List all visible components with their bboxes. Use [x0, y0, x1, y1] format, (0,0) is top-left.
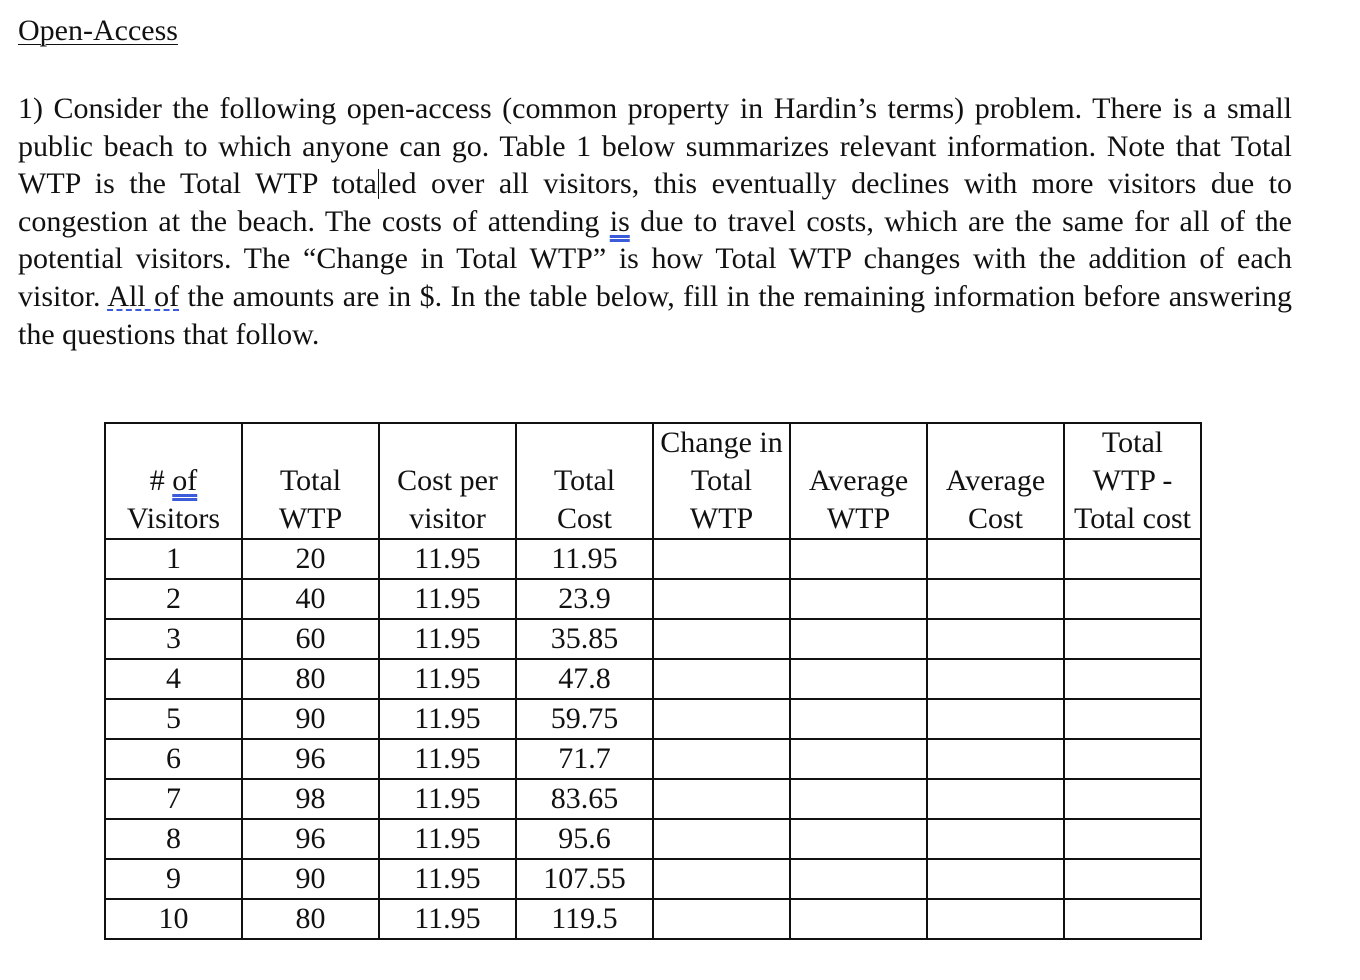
cell-visitors[interactable]: 4	[105, 659, 242, 699]
cell-average-cost[interactable]	[927, 579, 1064, 619]
header-cost-per-visitor[interactable]	[379, 423, 516, 539]
header-average-cost[interactable]	[927, 423, 1064, 539]
cell-change-in-total-wtp[interactable]	[653, 619, 790, 659]
cell-average-wtp[interactable]	[790, 779, 927, 819]
paragraph-text-4: the amounts are in $. In the table below, fill in the remaining information before answering the questions that follow.	[18, 279, 1292, 351]
paragraph-text-2: led over all visitors, this eventually declines with more visitors due to congestion at the beach. The costs of attending	[18, 167, 1292, 238]
cell-wtp-minus-cost[interactable]	[1064, 539, 1201, 579]
cell-wtp-minus-cost[interactable]	[1064, 579, 1201, 619]
table-row	[105, 859, 1201, 899]
cell-average-cost[interactable]	[927, 739, 1064, 779]
cell-average-cost[interactable]	[927, 539, 1064, 579]
cell-total-wtp[interactable]: 90	[242, 699, 379, 739]
cell-change-in-total-wtp[interactable]	[653, 659, 790, 699]
grammar-flag-is[interactable]: is	[609, 204, 630, 238]
cell-cost-per-visitor[interactable]: 11.95	[379, 539, 516, 579]
header-average-wtp[interactable]	[790, 423, 927, 539]
header-change-line1: Change in	[660, 426, 783, 459]
header-total-cost-line2: Cost	[556, 502, 613, 535]
cell-cost-per-visitor[interactable]: 11.95	[379, 619, 516, 659]
cell-average-wtp[interactable]	[790, 859, 927, 899]
cell-wtp-minus-cost[interactable]	[1064, 819, 1201, 859]
cell-cost-per-visitor[interactable]: 11.95	[379, 899, 516, 939]
cell-visitors[interactable]: 5	[105, 699, 242, 739]
cell-average-wtp[interactable]	[790, 659, 927, 699]
header-total-wtp-line1: Total	[279, 464, 342, 497]
cell-average-wtp[interactable]	[790, 819, 927, 859]
cell-average-wtp[interactable]	[790, 619, 927, 659]
cell-visitors[interactable]: 2	[105, 579, 242, 619]
header-cost-per-line1: Cost per	[397, 464, 498, 497]
cell-wtp-minus-cost[interactable]	[1064, 899, 1201, 939]
cell-average-cost[interactable]	[927, 659, 1064, 699]
table-row	[105, 819, 1201, 859]
cell-total-wtp[interactable]: 96	[242, 739, 379, 779]
header-visitors[interactable]	[105, 423, 242, 539]
question-paragraph[interactable]	[18, 90, 1292, 353]
cell-visitors[interactable]: 7	[105, 779, 242, 819]
grammar-flag-of[interactable]: of	[172, 464, 198, 497]
cell-total-wtp[interactable]: 96	[242, 819, 379, 859]
header-visitors-hash: #	[149, 464, 173, 497]
grammar-flag-all-of[interactable]: All of	[107, 279, 180, 313]
table-row	[105, 699, 1201, 739]
cell-total-cost[interactable]: 95.6	[516, 819, 653, 859]
cell-average-wtp[interactable]	[790, 899, 927, 939]
cell-average-cost[interactable]	[927, 619, 1064, 659]
cell-average-cost[interactable]	[927, 899, 1064, 939]
cell-cost-per-visitor[interactable]: 11.95	[379, 819, 516, 859]
cell-total-cost[interactable]: 71.7	[516, 739, 653, 779]
header-avg-wtp-line1: Average	[808, 464, 909, 497]
cell-wtp-minus-cost[interactable]	[1064, 739, 1201, 779]
cell-wtp-minus-cost[interactable]	[1064, 779, 1201, 819]
cell-change-in-total-wtp[interactable]	[653, 899, 790, 939]
cell-visitors[interactable]: 9	[105, 859, 242, 899]
cell-total-cost[interactable]: 23.9	[516, 579, 653, 619]
cell-visitors[interactable]: 1	[105, 539, 242, 579]
header-net-line2: WTP -	[1092, 464, 1173, 497]
cell-cost-per-visitor[interactable]: 11.95	[379, 739, 516, 779]
cell-total-cost[interactable]: 47.8	[516, 659, 653, 699]
header-net-line3: Total cost	[1073, 502, 1192, 535]
cell-average-cost[interactable]	[927, 779, 1064, 819]
header-cost-per-line2: visitor	[409, 502, 486, 535]
cell-wtp-minus-cost[interactable]	[1064, 699, 1201, 739]
cell-average-wtp[interactable]	[790, 579, 927, 619]
header-total-wtp-line2: WTP	[278, 502, 343, 535]
cell-cost-per-visitor[interactable]: 11.95	[379, 579, 516, 619]
cell-total-cost[interactable]: 59.75	[516, 699, 653, 739]
cell-average-cost[interactable]	[927, 859, 1064, 899]
table-row	[105, 899, 1201, 939]
table-body	[105, 539, 1201, 939]
cell-total-wtp[interactable]: 98	[242, 779, 379, 819]
cell-total-cost[interactable]: 11.95	[516, 539, 653, 579]
header-visitors-line2: Visitors	[126, 502, 221, 535]
header-net-line1: Total	[1101, 426, 1164, 459]
table-row	[105, 779, 1201, 819]
cell-change-in-total-wtp[interactable]	[653, 699, 790, 739]
cell-total-wtp[interactable]: 40	[242, 579, 379, 619]
table-row	[105, 739, 1201, 779]
cell-change-in-total-wtp[interactable]	[653, 779, 790, 819]
paragraph-text-3: due to travel costs, which are the same for all of the potential visitors. The “Change in Total WTP” is how Total WTP changes with the addition of each visitor.	[18, 204, 1292, 313]
visitor-table	[104, 422, 1202, 940]
header-change-in-total-wtp[interactable]	[653, 423, 790, 539]
header-avg-cost-line1: Average	[945, 464, 1046, 497]
cell-cost-per-visitor[interactable]: 11.95	[379, 699, 516, 739]
cell-wtp-minus-cost[interactable]	[1064, 859, 1201, 899]
cell-wtp-minus-cost[interactable]	[1064, 659, 1201, 699]
text-cursor	[378, 169, 379, 199]
cell-total-cost[interactable]: 83.65	[516, 779, 653, 819]
cell-total-wtp[interactable]: 80	[242, 899, 379, 939]
header-change-line2: Total	[690, 464, 753, 497]
header-total-wtp[interactable]	[242, 423, 379, 539]
header-change-line3: WTP	[689, 502, 754, 535]
header-avg-cost-line2: Cost	[967, 502, 1024, 535]
header-total-cost-line1: Total	[553, 464, 616, 497]
cell-visitors[interactable]: 3	[105, 619, 242, 659]
table-row	[105, 539, 1201, 579]
cell-visitors[interactable]: 10	[105, 899, 242, 939]
cell-cost-per-visitor[interactable]: 11.95	[379, 859, 516, 899]
cell-change-in-total-wtp[interactable]	[653, 819, 790, 859]
header-total-cost[interactable]	[516, 423, 653, 539]
cell-change-in-total-wtp[interactable]	[653, 539, 790, 579]
cell-cost-per-visitor[interactable]: 11.95	[379, 659, 516, 699]
table-row	[105, 619, 1201, 659]
cell-change-in-total-wtp[interactable]	[653, 579, 790, 619]
cell-change-in-total-wtp[interactable]	[653, 739, 790, 779]
table-row	[105, 579, 1201, 619]
cell-total-wtp[interactable]: 90	[242, 859, 379, 899]
cell-total-cost[interactable]: 35.85	[516, 619, 653, 659]
cell-visitors[interactable]: 8	[105, 819, 242, 859]
cell-total-wtp[interactable]: 60	[242, 619, 379, 659]
cell-cost-per-visitor[interactable]: 11.95	[379, 779, 516, 819]
header-avg-wtp-line2: WTP	[826, 502, 891, 535]
cell-change-in-total-wtp[interactable]	[653, 859, 790, 899]
cell-average-wtp[interactable]	[790, 699, 927, 739]
table-row	[105, 659, 1201, 699]
cell-visitors[interactable]: 6	[105, 739, 242, 779]
paragraph-text-1: 1) Consider the following open-access (common property in Hardin’s terms) problem. There is a small public beach to which anyone can go. Table 1 below summarizes relevant information. Note that Total WTP is the Total WTP tota	[18, 92, 1292, 201]
cell-average-wtp[interactable]	[790, 539, 927, 579]
page-heading: Open-Access	[18, 14, 178, 47]
cell-average-cost[interactable]	[927, 699, 1064, 739]
cell-wtp-minus-cost[interactable]	[1064, 619, 1201, 659]
cell-average-cost[interactable]	[927, 819, 1064, 859]
cell-total-wtp[interactable]: 80	[242, 659, 379, 699]
header-wtp-minus-cost[interactable]	[1064, 423, 1201, 539]
cell-total-wtp[interactable]: 20	[242, 539, 379, 579]
cell-total-cost[interactable]: 119.5	[516, 899, 653, 939]
cell-average-wtp[interactable]	[790, 739, 927, 779]
cell-total-cost[interactable]: 107.55	[516, 859, 653, 899]
table-header-row	[105, 423, 1201, 539]
